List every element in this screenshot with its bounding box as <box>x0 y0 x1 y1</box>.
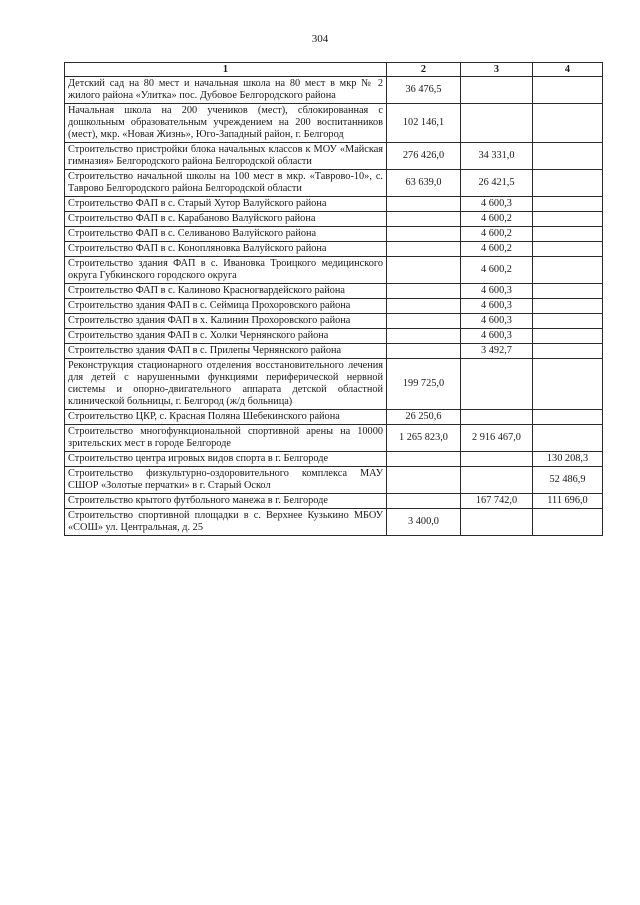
row-description: Строительство ФАП в с. Карабаново Валуйского района <box>65 212 387 227</box>
table-row <box>65 299 603 314</box>
row-value-col3: 3 492,7 <box>461 344 533 359</box>
table-row <box>65 410 603 425</box>
row-value-col2 <box>387 314 461 329</box>
row-description: Строительство центра игровых видов спорта в г. Белгороде <box>65 452 387 467</box>
table-header-row <box>65 63 603 77</box>
row-value-col3 <box>461 410 533 425</box>
row-value-col4 <box>533 329 603 344</box>
row-value-col2: 63 639,0 <box>387 170 461 197</box>
row-description: Реконструкция стационарного отделения восстановительного лечения для детей с нарушенными функциями периферической нервной системы и опорно-двигательного аппарата детской областной клинической больницы, г. Белгород (ж/д больница) <box>65 359 387 410</box>
table-row <box>65 359 603 410</box>
row-value-col3: 4 600,2 <box>461 242 533 257</box>
row-description: Строительство здания ФАП в с. Сеймица Прохоровского района <box>65 299 387 314</box>
row-description: Строительство здания ФАП в с. Прилепы Чернянского района <box>65 344 387 359</box>
table-row <box>65 344 603 359</box>
table-row <box>65 170 603 197</box>
row-value-col4 <box>533 197 603 212</box>
row-value-col4 <box>533 227 603 242</box>
row-value-col2 <box>387 467 461 494</box>
table-row <box>65 467 603 494</box>
row-value-col3 <box>461 359 533 410</box>
row-value-col3 <box>461 104 533 143</box>
row-value-col2: 36 476,5 <box>387 77 461 104</box>
row-value-col2 <box>387 452 461 467</box>
row-value-col3 <box>461 509 533 536</box>
table-row <box>65 509 603 536</box>
row-value-col2: 102 146,1 <box>387 104 461 143</box>
row-value-col3: 4 600,2 <box>461 227 533 242</box>
row-value-col4 <box>533 143 603 170</box>
row-value-col2 <box>387 494 461 509</box>
row-value-col2 <box>387 299 461 314</box>
row-value-col4 <box>533 509 603 536</box>
row-value-col3: 4 600,3 <box>461 299 533 314</box>
table-row <box>65 197 603 212</box>
row-value-col2 <box>387 284 461 299</box>
row-value-col3: 2 916 467,0 <box>461 425 533 452</box>
row-value-col3: 4 600,3 <box>461 197 533 212</box>
row-value-col2 <box>387 227 461 242</box>
row-value-col3: 167 742,0 <box>461 494 533 509</box>
row-value-col2 <box>387 212 461 227</box>
row-value-col2: 1 265 823,0 <box>387 425 461 452</box>
row-value-col3: 4 600,3 <box>461 314 533 329</box>
row-value-col4 <box>533 314 603 329</box>
row-value-col4 <box>533 284 603 299</box>
table-body <box>65 77 603 536</box>
row-description: Строительство здания ФАП в с. Холки Чернянского района <box>65 329 387 344</box>
row-description: Строительство здания ФАП в х. Калинин Прохоровского района <box>65 314 387 329</box>
row-value-col3: 4 600,2 <box>461 257 533 284</box>
row-value-col3: 34 331,0 <box>461 143 533 170</box>
row-value-col2 <box>387 344 461 359</box>
table-row <box>65 314 603 329</box>
row-value-col4 <box>533 359 603 410</box>
row-value-col4 <box>533 257 603 284</box>
row-description: Строительство физкультурно-оздоровительного комплекса МАУ СШОР «Золотые перчатки» в г. Старый Оскол <box>65 467 387 494</box>
row-description: Детский сад на 80 мест и начальная школа на 80 мест в мкр № 2 жилого района «Улитка» пос. Дубовое Белгородского района <box>65 77 387 104</box>
row-value-col3 <box>461 467 533 494</box>
table-row <box>65 212 603 227</box>
table-row <box>65 227 603 242</box>
table-row <box>65 452 603 467</box>
row-value-col4 <box>533 170 603 197</box>
row-description: Строительство пристройки блока начальных классов к МОУ «Майская гимназия» Белгородского района Белгородской области <box>65 143 387 170</box>
table-row <box>65 494 603 509</box>
row-description: Строительство спортивной площадки в с. Верхнее Кузькино МБОУ «СОШ» ул. Центральная, д. 25 <box>65 509 387 536</box>
row-value-col2 <box>387 257 461 284</box>
row-value-col2: 26 250,6 <box>387 410 461 425</box>
row-value-col4 <box>533 77 603 104</box>
table-row <box>65 284 603 299</box>
row-description: Строительство ФАП в с. Коноплянoвка Валуйского района <box>65 242 387 257</box>
row-value-col4 <box>533 299 603 314</box>
row-description: Строительство ФАП в с. Селиваново Валуйского района <box>65 227 387 242</box>
row-value-col4: 130 208,3 <box>533 452 603 467</box>
page-number: 304 <box>311 33 329 45</box>
row-value-col3 <box>461 77 533 104</box>
row-value-col3: 4 600,3 <box>461 284 533 299</box>
column-header-3: 3 <box>461 63 533 77</box>
row-description: Строительство многофункциональной спортивной арены на 10000 зрительских мест в городе Белгороде <box>65 425 387 452</box>
row-value-col2 <box>387 329 461 344</box>
table-row <box>65 143 603 170</box>
row-value-col3: 4 600,3 <box>461 329 533 344</box>
row-value-col4 <box>533 104 603 143</box>
row-value-col4 <box>533 425 603 452</box>
row-description: Строительство ЦКР, с. Красная Поляна Шебекинского района <box>65 410 387 425</box>
row-value-col2 <box>387 197 461 212</box>
table-row <box>65 242 603 257</box>
row-value-col2: 199 725,0 <box>387 359 461 410</box>
row-value-col2: 276 426,0 <box>387 143 461 170</box>
row-value-col4 <box>533 242 603 257</box>
row-description: Строительство ФАП в с. Старый Хутор Валуйского района <box>65 197 387 212</box>
column-header-1: 1 <box>65 63 387 77</box>
column-header-2: 2 <box>387 63 461 77</box>
row-value-col3 <box>461 452 533 467</box>
column-header-4: 4 <box>533 63 603 77</box>
row-value-col4: 111 696,0 <box>533 494 603 509</box>
table-row <box>65 257 603 284</box>
row-value-col4 <box>533 212 603 227</box>
table-row <box>65 329 603 344</box>
row-description: Начальная школа на 200 учеников (мест), сблокированная с дошкольным образовательным учреждением на 200 воспитанников (мест), мкр. «Новая Жизнь», Юго-Западный район, г. Белгород <box>65 104 387 143</box>
row-description: Строительство крытого футбольного манежа в г. Белгороде <box>65 494 387 509</box>
row-description: Строительство начальной школы на 100 мест в мкр. «Таврово-10», с. Таврово Белгородского района Белгородской области <box>65 170 387 197</box>
row-value-col4: 52 486,9 <box>533 467 603 494</box>
table-row <box>65 77 603 104</box>
row-value-col3: 4 600,2 <box>461 212 533 227</box>
table-row <box>65 425 603 452</box>
row-description: Строительство здания ФАП в с. Ивановка Троицкого медицинского округа Губкинского городского округа <box>65 257 387 284</box>
row-value-col2 <box>387 242 461 257</box>
row-value-col3: 26 421,5 <box>461 170 533 197</box>
row-value-col4 <box>533 410 603 425</box>
row-value-col2: 3 400,0 <box>387 509 461 536</box>
table-row <box>65 104 603 143</box>
budget-table <box>64 62 603 536</box>
row-description: Строительство ФАП в с. Калиново Красногвардейского района <box>65 284 387 299</box>
row-value-col4 <box>533 344 603 359</box>
